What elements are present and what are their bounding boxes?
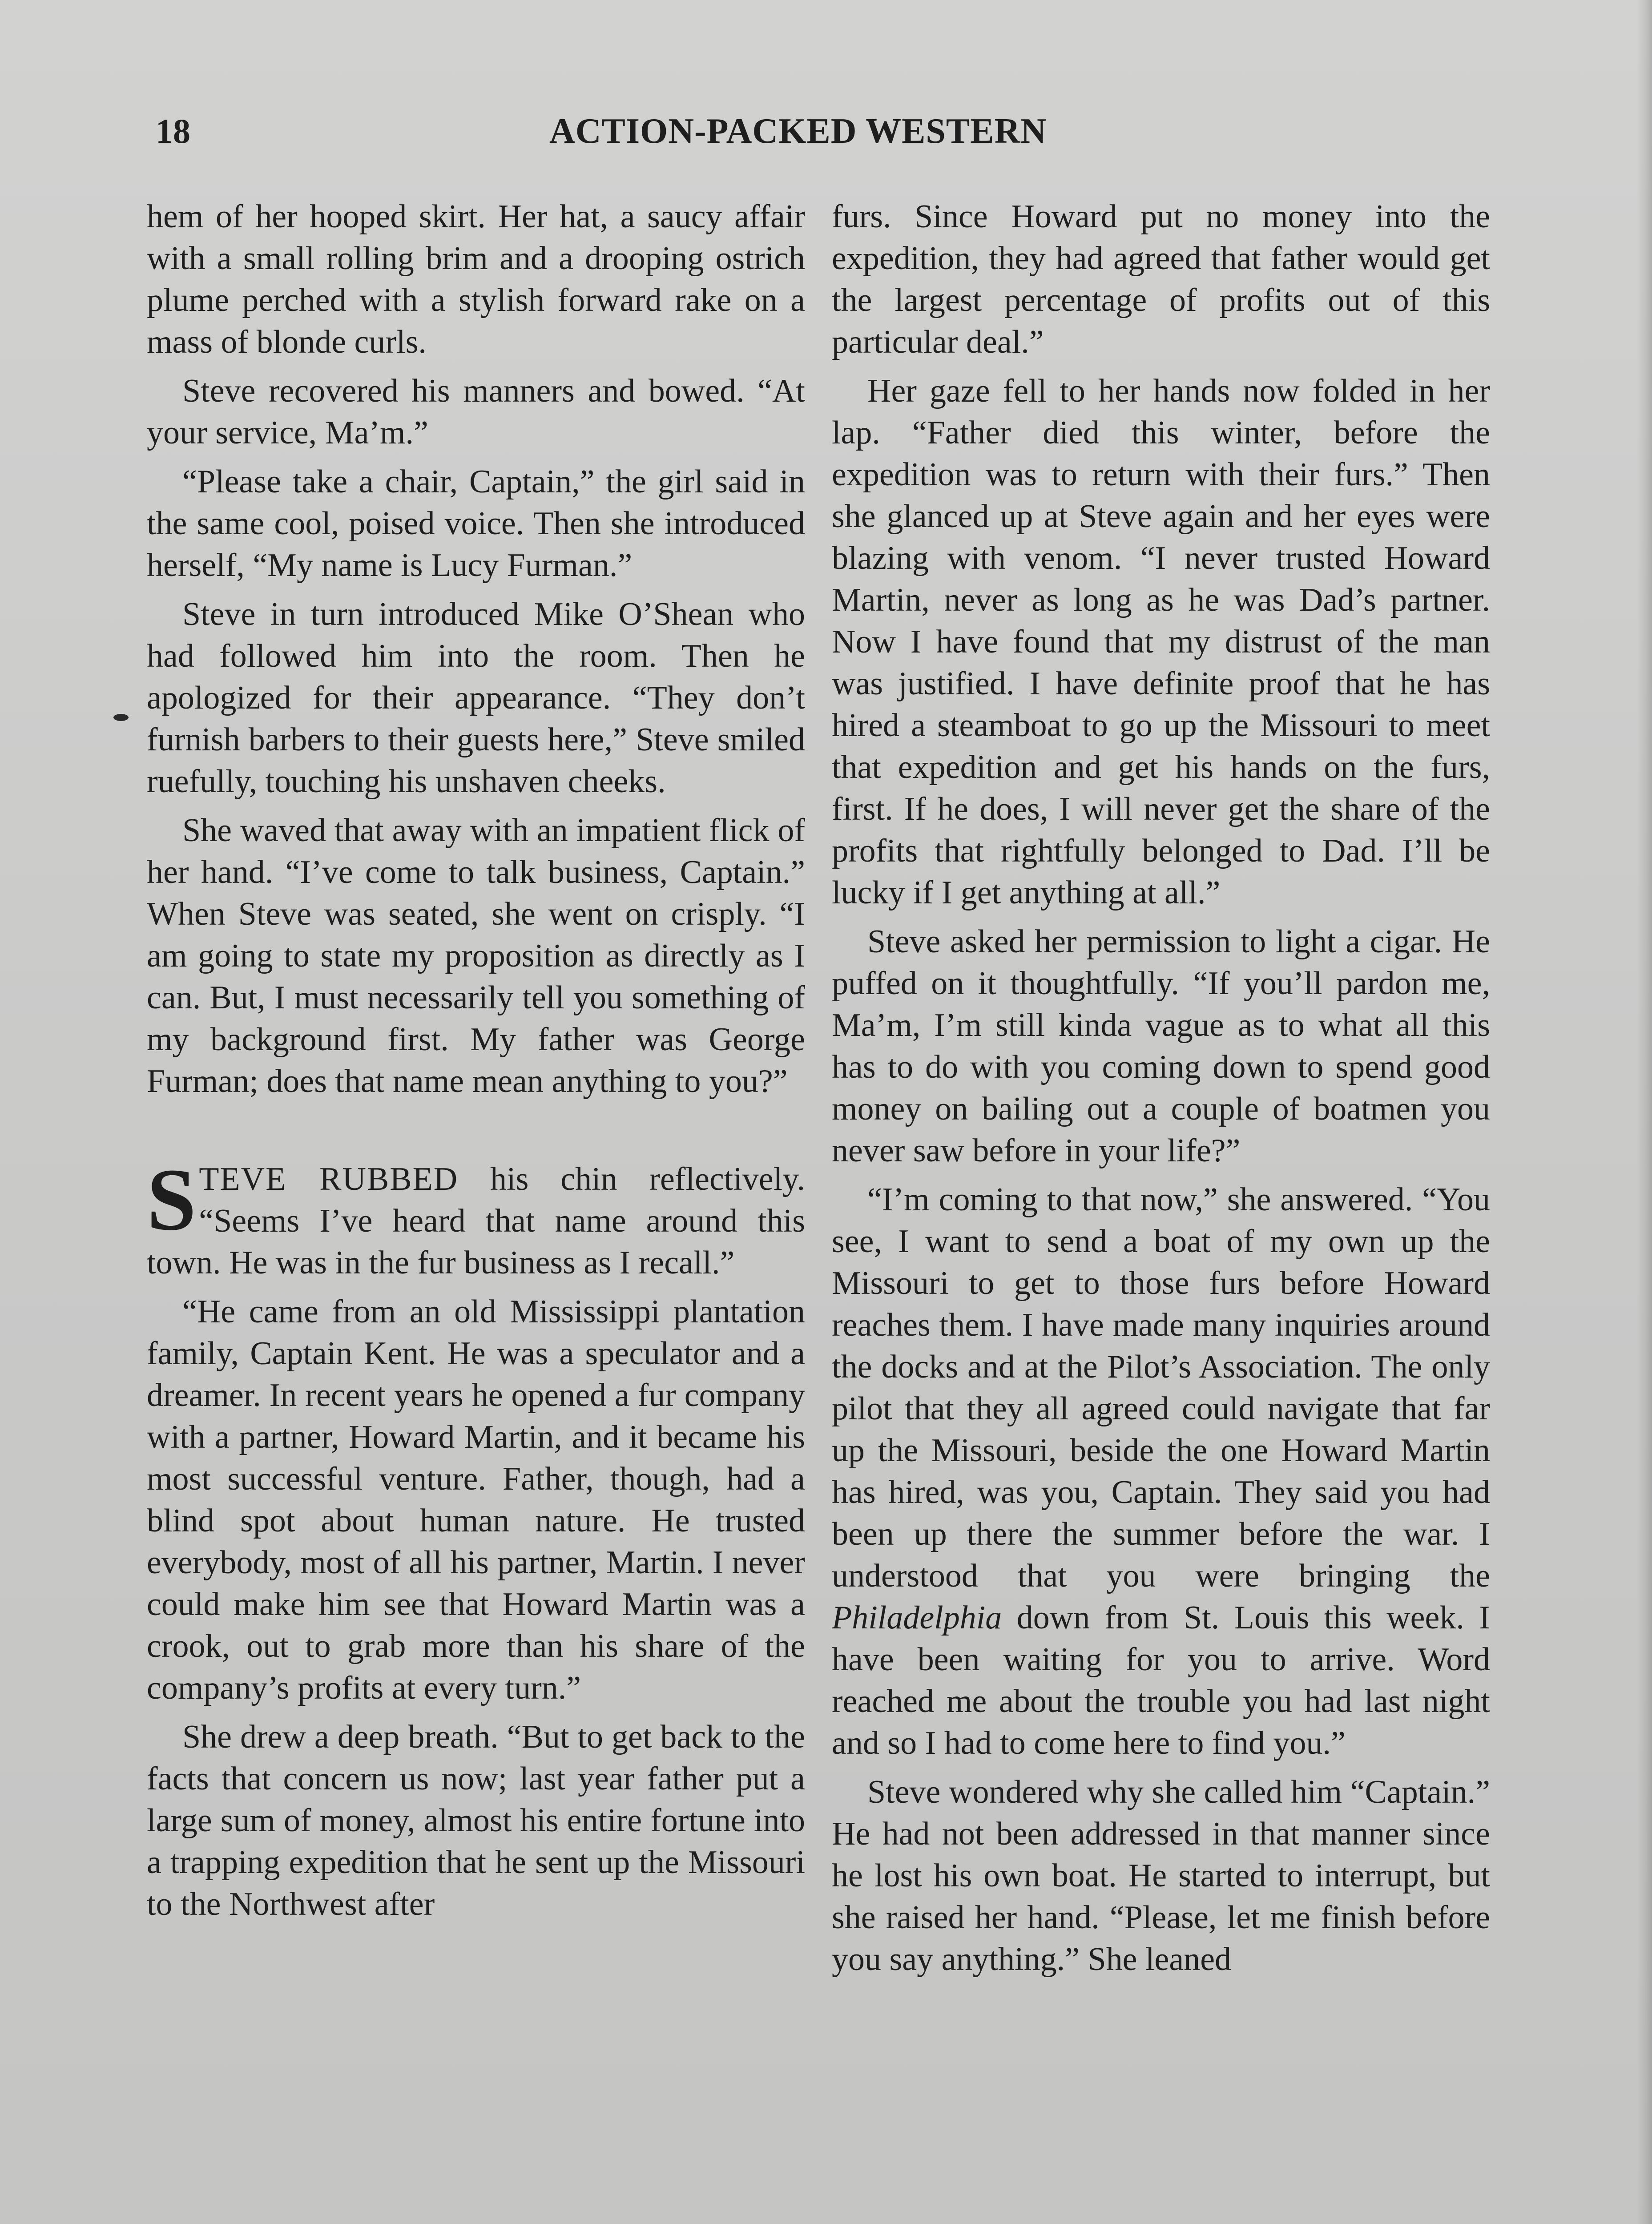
paragraph: Steve wondered why she called him “Captain.” He had not been addressed in that manner since he lost his own boat. He started to interrupt, but she raised her hand. “Please, let me finish before you say anything.” She leaned: [832, 1774, 1490, 1978]
section-break: [147, 1109, 805, 1158]
paragraph: “Please take a chair, Captain,” the girl said in the same cool, poised voice. Then she introduced herself, “My name is Lucy Furman.”: [147, 463, 805, 584]
paragraph: Her gaze fell to her hands now folded in her lap. “Father died this winter, before the expedition was to return with their furs.” Then she glanced up at Steve again and her eyes were blazing with venom. “I never trusted Howard Martin, never as long as he was Dad’s partner. Now I have found that my distrust of the man was justified. I have definite proof that he has hired a steamboat to go up the Missouri to meet that expedition and get his hands on the furs, first. If he does, I will never get the share of the profits that rightfully belonged to Dad. I’ll be lucky if I get anything at all.”: [832, 373, 1490, 911]
paragraph: She drew a deep breath. “But to get back to the facts that concern us now; last year father put a large sum of money, almost his entire fortune into a trapping expedition that he sent up the Missouri to the Northwest after: [147, 1719, 805, 1922]
paragraph: [832, 1179, 1490, 1764]
magazine-title: ACTION-PACKED WESTERN: [549, 112, 1047, 151]
right-column: [832, 196, 1490, 2224]
margin-ink-mark: [113, 714, 129, 721]
lead-in-caps: TEVE RUBBED: [199, 1161, 459, 1197]
paragraph-text: down from St. Louis this week. I have been waiting for you to arrive. Word reached me about the trouble you had last night and so I had to come here to find you.”: [832, 1600, 1490, 1761]
paragraph: furs. Since Howard put no money into the expedition, they had agreed that father would get the largest percentage of profits out of this particular deal.”: [832, 198, 1490, 360]
paragraph: “He came from an old Mississippi plantation family, Captain Kent. He was a speculator and a dreamer. In recent years he opened a fur company with a partner, Howard Martin, and it became his most successful venture. Father, though, had a blind spot about human nature. He trusted everybody, most of all his partner, Martin. I never could make him see that Howard Martin was a crook, out to grab more than his share of the company’s profits at every turn.”: [147, 1293, 805, 1706]
paragraph: Steve in turn introduced Mike O’Shean who had followed him into the room. Then he apologized for their appearance. “They don’t furnish barbers to their guests here,” Steve smiled ruefully, touching his unshaven cheeks.: [147, 596, 805, 800]
page-number: 18: [156, 112, 190, 150]
page-edge-shadow: [1637, 0, 1652, 2224]
paragraph: Steve asked her permission to light a cigar. He puffed on it thoughtfully. “If you’ll pardon me, Ma’m, I’m still kinda vague as to what all this has to do with you coming down to spend good money on bailing out a couple of boatmen you never saw before in your life?”: [832, 923, 1490, 1169]
paragraph-text: his chin reflectively. “Seems I’ve heard that name around this town. He was in the fur business as I recall.”: [147, 1161, 805, 1281]
page-header: [156, 107, 1437, 156]
drop-cap: S: [147, 1151, 197, 1249]
section-opening-paragraph: [147, 1151, 805, 1284]
paragraph: hem of her hooped skirt. Her hat, a saucy affair with a small rolling brim and a drooping ostrich plume perched with a stylish forward rake on a mass of blonde curls.: [147, 198, 805, 360]
paragraph: Steve recovered his manners and bowed. “At your service, Ma’m.”: [147, 373, 805, 451]
ship-name: Philadelphia: [832, 1600, 1002, 1636]
paragraph-text: “I’m coming to that now,” she answered. “You see, I want to send a boat of my own up the Missouri to get to those furs before Howard reaches them. I have made many inquiries around the docks and at the Pilot’s Association. The only pilot that they all agreed could navigate that far up the Missouri, beside the one Howard Martin has hired, was you, Captain. They said you had been up there the summer before the war. I understood that you were bringing the: [832, 1181, 1490, 1594]
left-column: [147, 196, 805, 2224]
paragraph: She waved that away with an impatient flick of her hand. “I’ve come to talk business, Captain.” When Steve was seated, she went on crisply. “I am going to state my proposition as directly as I can. But, I must necessarily tell you something of my background first. My father was George Furman; does that name mean anything to you?”: [147, 812, 805, 1100]
